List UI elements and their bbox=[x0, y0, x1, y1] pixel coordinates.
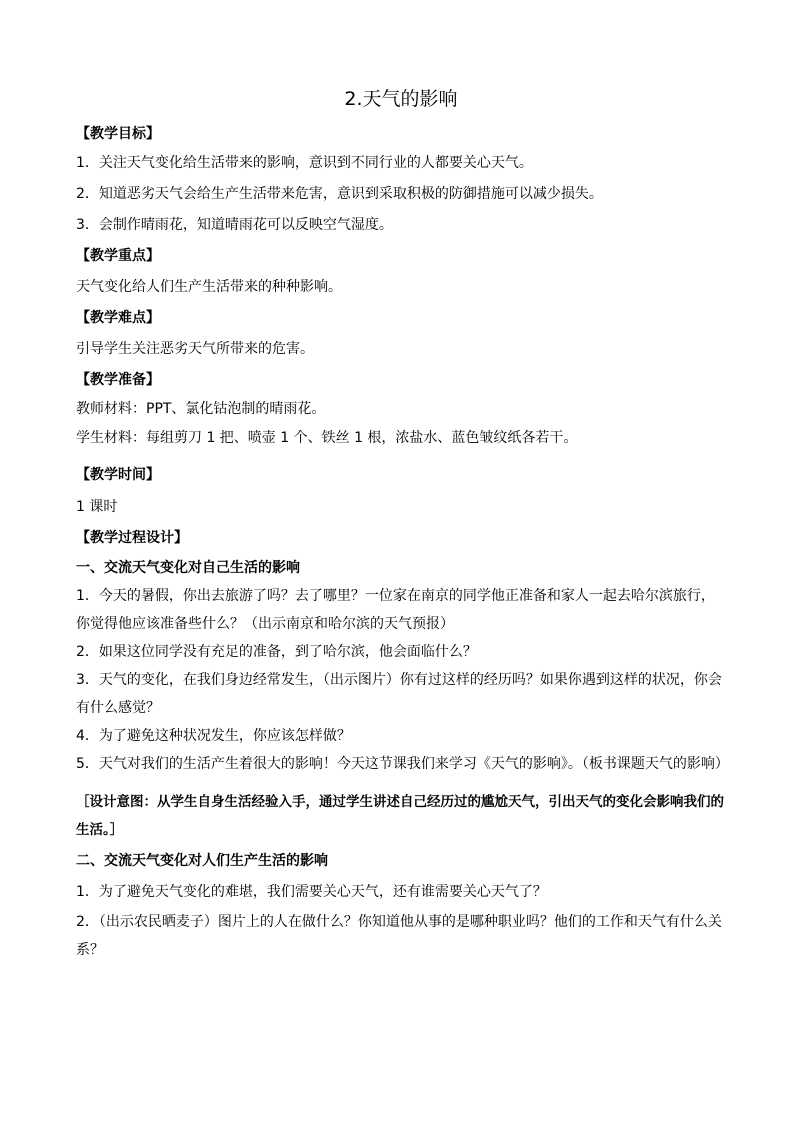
difficulties-heading: 【教学难点】 bbox=[76, 310, 160, 326]
goals-heading: 【教学目标】 bbox=[76, 126, 160, 142]
preparation-heading: 【教学准备】 bbox=[76, 372, 160, 388]
time-heading: 【教学时间】 bbox=[76, 467, 160, 483]
key-points-heading: 【教学重点】 bbox=[76, 248, 160, 264]
time-text: 1 课时 bbox=[76, 499, 118, 515]
section-2-item-1: 1．为了避免天气变化的难堪，我们需要关心天气，还有谁需要关心天气了？ bbox=[76, 884, 547, 900]
process-heading: 【教学过程设计】 bbox=[76, 530, 188, 546]
section-1-item-2: 2．如果这位同学没有充足的准备，到了哈尔滨，他会面临什么？ bbox=[76, 644, 477, 660]
section-1-item-3: 3．天气的变化，在我们身边经常发生，（出示图片）你有过这样的经历吗？如果你遇到这样的状况，你会有什么感觉？ bbox=[76, 672, 722, 716]
difficulties-text: 引导学生关注恶劣天气所带来的危害。 bbox=[76, 341, 314, 357]
document-title: 2.天气的影响 bbox=[344, 88, 458, 110]
section-1-item-4: 4．为了避免这种状况发生，你应该怎样做？ bbox=[76, 728, 351, 744]
section-2-title: 二、交流天气变化对人们生产生活的影响 bbox=[76, 853, 328, 869]
goal-item-2: 2．知道恶劣天气会给生产生活带来危害，意识到采取积极的防御措施可以减少损失。 bbox=[76, 186, 603, 202]
section-1-item-1: 1．今天的暑假，你出去旅游了吗？去了哪里？一位家在南京的同学他正准备和家人一起去哈尔滨旅行，你觉得他应该准备些什么？（出示南京和哈尔滨的天气预报） bbox=[76, 588, 715, 632]
teacher-materials: 教师材料：PPT、氯化钴泡制的晴雨花。 bbox=[76, 401, 326, 417]
section-2-item-2: 2．（出示农民晒麦子）图片上的人在做什么？你知道他从事的是哪种职业吗？他们的工作和天气有什么关系？ bbox=[76, 914, 722, 958]
document-page bbox=[76, 82, 729, 964]
goal-item-1: 1．关注天气变化给生活带来的影响，意识到不同行业的人都要关心天气。 bbox=[76, 155, 533, 171]
goal-item-3: 3．会制作晴雨花，知道晴雨花可以反映空气湿度。 bbox=[76, 217, 393, 233]
section-1-item-5: 5．天气对我们的生活产生着很大的影响！今天这节课我们来学习《天气的影响》。（板书课题天气的影响） bbox=[76, 756, 729, 772]
key-points-text: 天气变化给人们生产生活带来的种种影响。 bbox=[76, 279, 342, 295]
student-materials: 学生材料：每组剪刀 1 把、喷壶 1 个、铁丝 1 根，浓盐水、蓝色皱纹纸各若干。 bbox=[76, 430, 578, 446]
section-1-title: 一、交流天气变化对自己生活的影响 bbox=[76, 560, 300, 576]
design-intent-note: ［设计意图：从学生自身生活经验入手，通过学生讲述自己经历过的尴尬天气，引出天气的变化会影响我们的生活。］ bbox=[76, 794, 724, 838]
